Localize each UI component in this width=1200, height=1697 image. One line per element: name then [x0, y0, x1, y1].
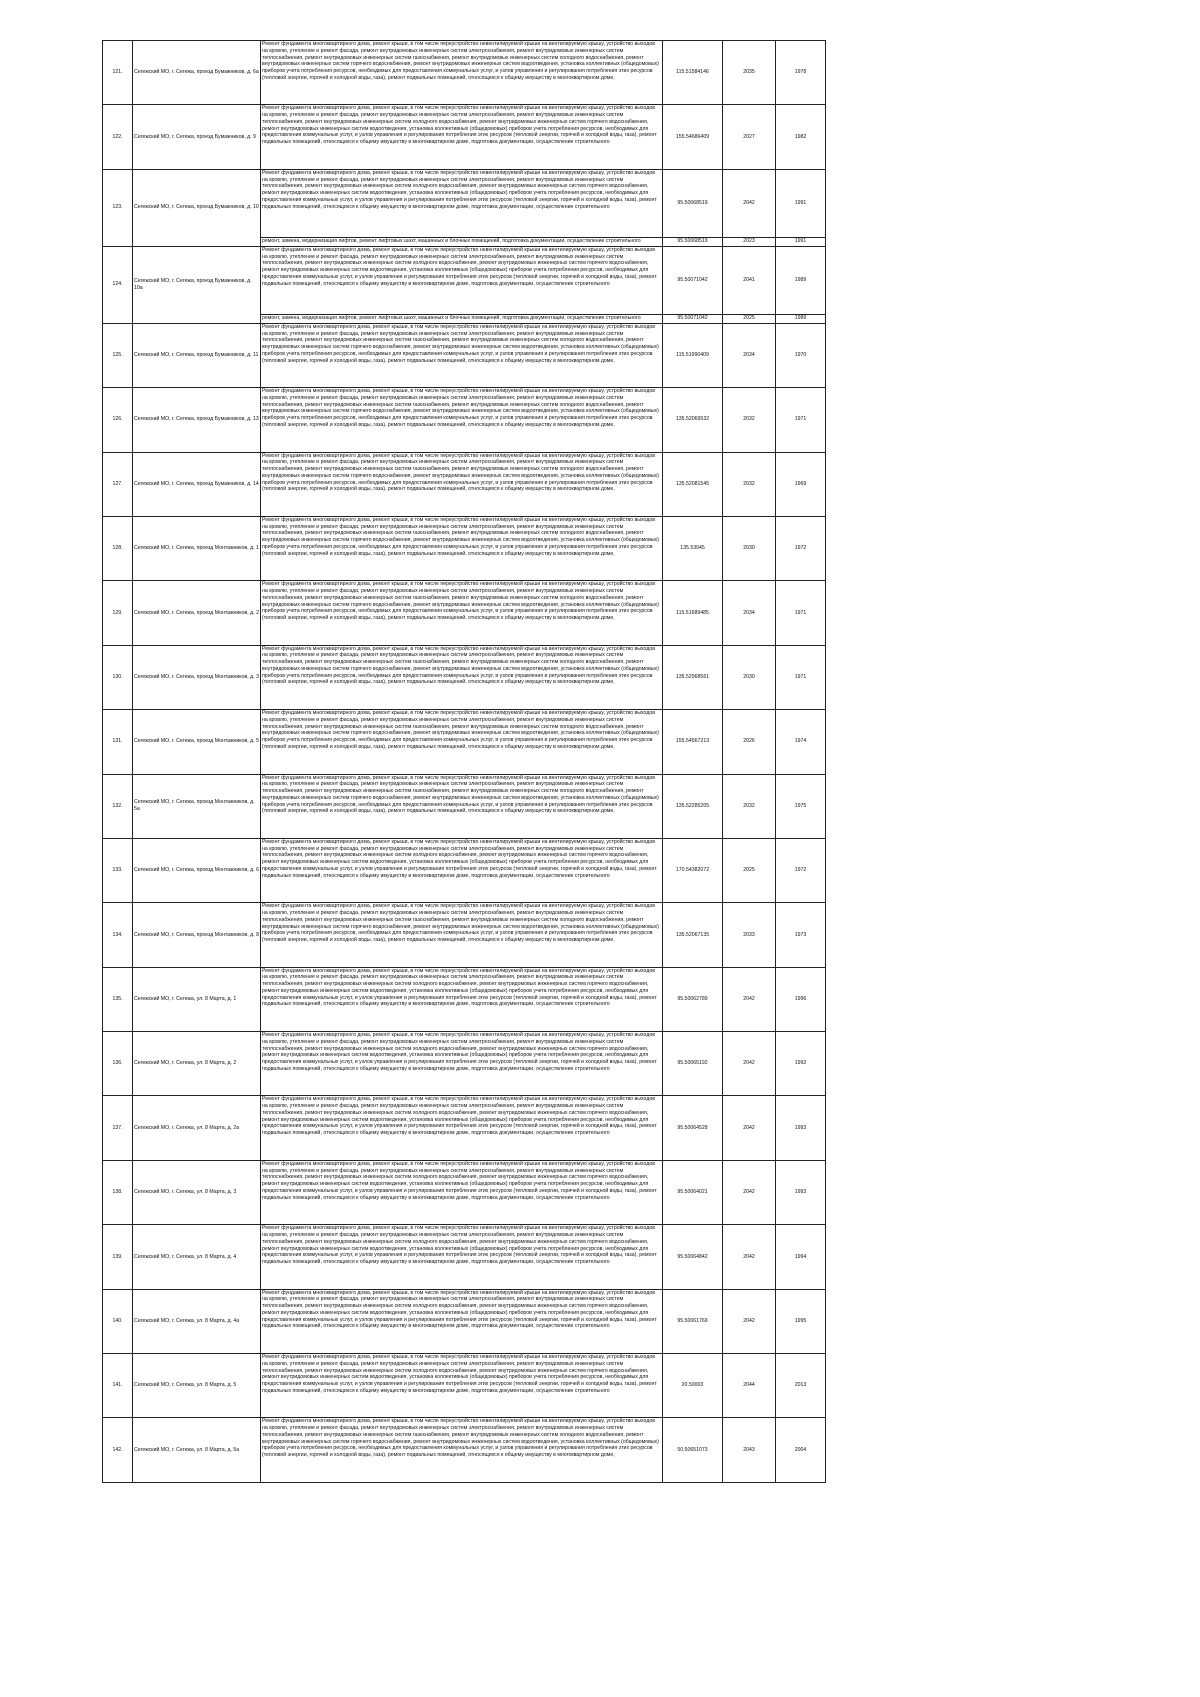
works-text: Ремонт фундамента многоквартирного дома, ремонт крыши, в том числе переустройство невентилируемой крыши на вентилируемую крышу, устройство выходов на кровлю, утепление и ремонт фасада, ремонт внутридомовых инженерных систем электроснабжения, ремонт внутридомовых инженерных систем теплоснабжения, ремонт внутридомовых инженерных систем холодного водоснабжения, ремонт внутридомовых инженерных систем горячего водоснабжения, ремонт внутридомовых инженерных систем водоотведения, установка коллективных (общедомовых) приборов учета потребления ресурсов, необходимых для предоставления коммунальных услуг, и узлов управления и регулирования потребления этих ресурсов (тепловой энергии, горячей и холодной воды, газа), ремонт подвальных помещений, относящихся к общему имуществу в многоквартирном доме, подготовка документации, осуществление строительного	[262, 1225, 657, 1265]
cost-cell: 115.51584146	[663, 41, 723, 105]
table-row	[103, 1289, 826, 1353]
works-text: Ремонт фундамента многоквартирного дома, ремонт крыши, в том числе переустройство невентилируемой крыши на вентилируемую крышу, устройство выходов на кровлю, утепление и ремонт фасада, ремонт внутридомовых инженерных систем электроснабжения, ремонт внутридомовых инженерных систем теплоснабжения, ремонт внутридомовых инженерных систем газоснабжения, ремонт внутридомовых инженерных систем холодного водоснабжения, ремонт внутридомовых инженерных систем горячего водоснабжения, ремонт внутридомовых инженерных систем водоотведения, установка коллективных (общедомовых) приборов учета потребления ресурсов, необходимых для предоставления коммунальных услуг, и узлов управления и регулирования потребления этих ресурсов (тепловой энергии, горячей и холодной воды, газа), ремонт подвальных помещений, относящихся к общему имуществу в многоквартирном доме,	[262, 323, 659, 364]
works-text: Ремонт фундамента многоквартирного дома, ремонт крыши, в том числе переустройство невентилируемой крыши на вентилируемую крышу, устройство выходов на кровлю, утепление и ремонт фасада, ремонт внутридомовых инженерных систем электроснабжения, ремонт внутридомовых инженерных систем теплоснабжения, ремонт внутридомовых инженерных систем газоснабжения, ремонт внутридомовых инженерных систем холодного водоснабжения, ремонт внутридомовых инженерных систем горячего водоснабжения, ремонт внутридомовых инженерных систем водоотведения, установка коллективных (общедомовых) приборов учета потребления ресурсов, необходимых для предоставления коммунальных услуг, и узлов управления и регулирования потребления этих ресурсов (тепловой энергии, горячей и холодной воды, газа), ремонт подвальных помещений, относящихся к общему имуществу в многоквартирном доме,	[262, 388, 659, 428]
row-number: 141.	[103, 1354, 133, 1418]
works-text: Ремонт фундамента многоквартирного дома, ремонт крыши, в том числе переустройство невентилируемой крыши на вентилируемую крышу, устройство выходов на кровлю, утепление и ремонт фасада, ремонт внутридомовых инженерных систем электроснабжения, ремонт внутридомовых инженерных систем теплоснабжения, ремонт внутридомовых инженерных систем холодного водоснабжения, ремонт внутридомовых инженерных систем горячего водоснабжения, ремонт внутридомовых инженерных систем водоотведения, установка коллективных (общедомовых) приборов учета потребления ресурсов, необходимых для предоставления коммунальных услуг, и узлов управления и регулирования потребления этих ресурсов (тепловой энергии, горячей и холодной воды, газа), ремонт подвальных помещений, относящихся к общему имуществу в многоквартирном доме, подготовка документации, осуществление строительного	[262, 1160, 657, 1201]
built-year-cell: 1972	[776, 838, 826, 902]
table-row	[103, 1032, 826, 1096]
cost-cell: 135.52968561	[663, 645, 723, 709]
works-cell	[261, 1418, 663, 1482]
planned-year-cell: 2023	[723, 237, 776, 246]
address-cell: Сегежский МО, г. Сегежа, проезд Монтажников, д. 1	[133, 516, 261, 580]
built-year-cell: 1994	[776, 1225, 826, 1289]
capital-repair-table	[102, 40, 826, 1483]
cost-cell: 50.50651073	[663, 1418, 723, 1482]
works-cell	[261, 774, 663, 838]
planned-year-cell: 2034	[723, 581, 776, 645]
works-cell	[261, 41, 663, 105]
table-row	[103, 1354, 826, 1418]
row-number: 139.	[103, 1225, 133, 1289]
built-year-cell: 2013	[776, 1354, 826, 1418]
built-year-cell: 2004	[776, 1418, 826, 1482]
table-row	[103, 1418, 826, 1482]
planned-year-cell: 2032	[723, 774, 776, 838]
cost-cell: 95.50064842	[663, 1225, 723, 1289]
works-text: Ремонт фундамента многоквартирного дома, ремонт крыши, в том числе переустройство невентилируемой крыши на вентилируемую крышу, устройство выходов на кровлю, утепление и ремонт фасада, ремонт внутридомовых инженерных систем электроснабжения, ремонт внутридомовых инженерных систем теплоснабжения, ремонт внутридомовых инженерных систем холодного водоснабжения, ремонт внутридомовых инженерных систем горячего водоснабжения, ремонт внутридомовых инженерных систем водоотведения, установка коллективных (общедомовых) приборов учета потребления ресурсов, необходимых для предоставления коммунальных услуг, и узлов управления и регулирования потребления этих ресурсов (тепловой энергии, горячей и холодной воды, газа), ремонт подвальных помещений, относящихся к общему имуществу в многоквартирном доме, подготовка документации, осуществление строительного	[262, 1032, 657, 1072]
row-number: 128.	[103, 516, 133, 580]
planned-year-cell: 2044	[723, 1354, 776, 1418]
planned-year-cell: 2030	[723, 645, 776, 709]
planned-year-cell: 2033	[723, 903, 776, 967]
table-row	[103, 903, 826, 967]
works-text: Ремонт фундамента многоквартирного дома, ремонт крыши, в том числе переустройство невентилируемой крыши на вентилируемую крышу, устройство выходов на кровлю, утепление и ремонт фасада, ремонт внутридомовых инженерных систем электроснабжения, ремонт внутридомовых инженерных систем теплоснабжения, ремонт внутридомовых инженерных систем газоснабжения, ремонт внутридомовых инженерных систем холодного водоснабжения, ремонт внутридомовых инженерных систем горячего водоснабжения, ремонт внутридомовых инженерных систем водоотведения, установка коллективных (общедомовых) приборов учета потребления ресурсов, необходимых для предоставления коммунальных услуг, и узлов управления и регулирования потребления этих ресурсов (тепловой энергии, горячей и холодной воды, газа), ремонт подвальных помещений, относящихся к общему имуществу в многоквартирном доме,	[262, 452, 659, 493]
cost-cell: 135.52067135	[663, 903, 723, 967]
works-cell	[261, 169, 663, 237]
works-cell	[261, 903, 663, 967]
cost-cell: 20.50003	[663, 1354, 723, 1418]
works-text: Ремонт фундамента многоквартирного дома, ремонт крыши, в том числе переустройство невентилируемой крыши на вентилируемую крышу, устройство выходов на кровлю, утепление и ремонт фасада, ремонт внутридомовых инженерных систем электроснабжения, ремонт внутридомовых инженерных систем теплоснабжения, ремонт внутридомовых инженерных систем газоснабжения, ремонт внутридомовых инженерных систем холодного водоснабжения, ремонт внутридомовых инженерных систем горячего водоснабжения, ремонт внутридомовых инженерных систем водоотведения, установка коллективных (общедомовых) приборов учета потребления ресурсов, необходимых для предоставления коммунальных услуг, и узлов управления и регулирования потребления этих ресурсов (тепловой энергии, горячей и холодной воды, газа), ремонт подвальных помещений, относящихся к общему имуществу в многоквартирном доме,	[262, 516, 659, 557]
cost-cell: 170.54382072	[663, 838, 723, 902]
address-cell: Сегежский МО, г. Сегежа, ул. 8 Марта, д. 3	[133, 1160, 261, 1224]
planned-year-cell: 2027	[723, 105, 776, 169]
address-cell: Сегежский МО, г. Сегежа, проезд Монтажников, д. 6	[133, 838, 261, 902]
row-number: 121.	[103, 41, 133, 105]
cost-cell: 155.54686409	[663, 105, 723, 169]
works-cell	[261, 1225, 663, 1289]
built-year-cell: 1975	[776, 774, 826, 838]
table-row	[103, 105, 826, 169]
works-cell	[261, 237, 663, 246]
address-cell: Сегежский МО, г. Сегежа, проезд Монтажников, д. 5	[133, 710, 261, 774]
table-row	[103, 774, 826, 838]
planned-year-cell: 2034	[723, 323, 776, 387]
planned-year-cell: 2032	[723, 388, 776, 452]
row-number: 135.	[103, 967, 133, 1031]
planned-year-cell: 2025	[723, 838, 776, 902]
cost-cell: 95.50068519	[663, 169, 723, 237]
works-text: Ремонт фундамента многоквартирного дома, ремонт крыши, в том числе переустройство невентилируемой крыши на вентилируемую крышу, устройство выходов на кровлю, утепление и ремонт фасада, ремонт внутридомовых инженерных систем электроснабжения, ремонт внутридомовых инженерных систем теплоснабжения, ремонт внутридомовых инженерных систем холодного водоснабжения, ремонт внутридомовых инженерных систем горячего водоснабжения, ремонт внутридомовых инженерных систем водоотведения, установка коллективных (общедомовых) приборов учета потребления ресурсов, необходимых для предоставления коммунальных услуг, и узлов управления и регулирования потребления этих ресурсов (тепловой энергии, горячей и холодной воды, газа), ремонт подвальных помещений, относящихся к общему имуществу в многоквартирном доме, подготовка документации, осуществление строительного	[262, 169, 657, 210]
built-year-cell: 1993	[776, 1096, 826, 1160]
built-year-cell: 1991	[776, 169, 826, 237]
planned-year-cell: 2030	[723, 516, 776, 580]
built-year-cell: 1971	[776, 581, 826, 645]
table-row	[103, 645, 826, 709]
planned-year-cell: 2043	[723, 1418, 776, 1482]
works-text: Ремонт фундамента многоквартирного дома, ремонт крыши, в том числе переустройство невентилируемой крыши на вентилируемую крышу, устройство выходов на кровлю, утепление и ремонт фасада, ремонт внутридомовых инженерных систем электроснабжения, ремонт внутридомовых инженерных систем теплоснабжения, ремонт внутридомовых инженерных систем холодного водоснабжения, ремонт внутридомовых инженерных систем горячего водоснабжения, ремонт внутридомовых инженерных систем водоотведения, установка коллективных (общедомовых) приборов учета потребления ресурсов, необходимых для предоставления коммунальных услуг, и узлов управления и регулирования потребления этих ресурсов (тепловой энергии, горячей и холодной воды, газа), ремонт подвальных помещений, относящихся к общему имуществу в многоквартирном доме, подготовка документации, осуществление строительного	[262, 246, 657, 287]
works-cell	[261, 105, 663, 169]
built-year-cell: 1989	[776, 314, 826, 323]
works-cell	[261, 1289, 663, 1353]
planned-year-cell: 2032	[723, 452, 776, 516]
built-year-cell: 1993	[776, 1160, 826, 1224]
works-text: Ремонт фундамента многоквартирного дома, ремонт крыши, в том числе переустройство невентилируемой крыши на вентилируемую крышу, устройство выходов на кровлю, утепление и ремонт фасада, ремонт внутридомовых инженерных систем электроснабжения, ремонт внутридомовых инженерных систем теплоснабжения, ремонт внутридомовых инженерных систем газоснабжения, ремонт внутридомовых инженерных систем холодного водоснабжения, ремонт внутридомовых инженерных систем горячего водоснабжения, ремонт внутридомовых инженерных систем водоотведения, установка коллективных (общедомовых) приборов учета потребления ресурсов, необходимых для предоставления коммунальных услуг, и узлов управления и регулирования потребления этих ресурсов (тепловой энергии, горячей и холодной воды, газа), ремонт подвальных помещений, относящихся к общему имуществу в многоквартирном доме,	[262, 41, 659, 81]
address-cell: Сегежский МО, г. Сегежа, ул. 8 Марта, д. 4	[133, 1225, 261, 1289]
table-row	[103, 169, 826, 237]
row-number: 132.	[103, 774, 133, 838]
table-row	[103, 967, 826, 1031]
cost-cell: 95.50061769	[663, 1289, 723, 1353]
table-body	[103, 41, 826, 1483]
row-number: 137.	[103, 1096, 133, 1160]
built-year-cell: 1972	[776, 516, 826, 580]
row-number: 123.	[103, 169, 133, 246]
row-number: 124.	[103, 246, 133, 323]
cost-cell: 95.50064528	[663, 1096, 723, 1160]
table-row	[103, 323, 826, 387]
table-row	[103, 1160, 826, 1224]
works-cell	[261, 388, 663, 452]
address-cell: Сегежский МО, г. Сегежа, ул. 8 Марта, д. 1	[133, 967, 261, 1031]
built-year-cell: 1971	[776, 645, 826, 709]
row-number: 140.	[103, 1289, 133, 1353]
works-text: Ремонт фундамента многоквартирного дома, ремонт крыши, в том числе переустройство невентилируемой крыши на вентилируемую крышу, устройство выходов на кровлю, утепление и ремонт фасада, ремонт внутридомовых инженерных систем электроснабжения, ремонт внутридомовых инженерных систем теплоснабжения, ремонт внутридомовых инженерных систем холодного водоснабжения, ремонт внутридомовых инженерных систем горячего водоснабжения, ремонт внутридомовых инженерных систем водоотведения, установка коллективных (общедомовых) приборов учета потребления ресурсов, необходимых для предоставления коммунальных услуг, и узлов управления и регулирования потребления этих ресурсов (тепловой энергии, горячей и холодной воды, газа), ремонт подвальных помещений, относящихся к общему имуществу в многоквартирном доме, подготовка документации, осуществление строительного	[262, 1354, 657, 1394]
table-row	[103, 1225, 826, 1289]
planned-year-cell: 2042	[723, 1160, 776, 1224]
planned-year-cell: 2035	[723, 41, 776, 105]
cost-cell: 95.50071042	[663, 246, 723, 314]
row-number: 133.	[103, 838, 133, 902]
row-number: 125.	[103, 323, 133, 387]
cost-cell: 95.50071042	[663, 314, 723, 323]
planned-year-cell: 2025	[723, 314, 776, 323]
address-cell: Сегежский МО, г. Сегежа, проезд Монтажников, д. 8	[133, 903, 261, 967]
works-cell	[261, 967, 663, 1031]
planned-year-cell: 2042	[723, 1289, 776, 1353]
cost-cell: 115.51990409	[663, 323, 723, 387]
works-text: Ремонт фундамента многоквартирного дома, ремонт крыши, в том числе переустройство невентилируемой крыши на вентилируемую крышу, устройство выходов на кровлю, утепление и ремонт фасада, ремонт внутридомовых инженерных систем электроснабжения, ремонт внутридомовых инженерных систем теплоснабжения, ремонт внутридомовых инженерных систем газоснабжения, ремонт внутридомовых инженерных систем холодного водоснабжения, ремонт внутридомовых инженерных систем горячего водоснабжения, ремонт внутридомовых инженерных систем водоотведения, установка коллективных (общедомовых) приборов учета потребления ресурсов, необходимых для предоставления коммунальных услуг, и узлов управления и регулирования потребления этих ресурсов (тепловой энергии, горячей и холодной воды, газа), ремонт подвальных помещений, относящихся к общему имуществу в многоквартирном доме,	[262, 1418, 659, 1459]
address-cell: Сегежский МО, г. Сегежа, проезд Бумажников, д. 11	[133, 323, 261, 387]
address-cell: Сегежский МО, г. Сегежа, проезд Бумажников, д. 6а	[133, 41, 261, 105]
planned-year-cell: 2042	[723, 1032, 776, 1096]
works-text: Ремонт фундамента многоквартирного дома, ремонт крыши, в том числе переустройство невентилируемой крыши на вентилируемую крышу, устройство выходов на кровлю, утепление и ремонт фасада, ремонт внутридомовых инженерных систем электроснабжения, ремонт внутридомовых инженерных систем теплоснабжения, ремонт внутридомовых инженерных систем газоснабжения, ремонт внутридомовых инженерных систем холодного водоснабжения, ремонт внутридомовых инженерных систем горячего водоснабжения, ремонт внутридомовых инженерных систем водоотведения, установка коллективных (общедомовых) приборов учета потребления ресурсов, необходимых для предоставления коммунальных услуг, и узлов управления и регулирования потребления этих ресурсов (тепловой энергии, горячей и холодной воды, газа), ремонт подвальных помещений, относящихся к общему имуществу в многоквартирном доме,	[262, 645, 659, 686]
row-number: 142.	[103, 1418, 133, 1482]
works-text: Ремонт фундамента многоквартирного дома, ремонт крыши, в том числе переустройство невентилируемой крыши на вентилируемую крышу, устройство выходов на кровлю, утепление и ремонт фасада, ремонт внутридомовых инженерных систем электроснабжения, ремонт внутридомовых инженерных систем теплоснабжения, ремонт внутридомовых инженерных систем холодного водоснабжения, ремонт внутридомовых инженерных систем горячего водоснабжения, ремонт внутридомовых инженерных систем водоотведения, установка коллективных (общедомовых) приборов учета потребления ресурсов, необходимых для предоставления коммунальных услуг, и узлов управления и регулирования потребления этих ресурсов (тепловой энергии, горячей и холодной воды, газа), ремонт подвальных помещений, относящихся к общему имуществу в многоквартирном доме, подготовка документации, осуществление строительного	[262, 967, 657, 1008]
cost-cell: 95.50068519	[663, 237, 723, 246]
works-cell	[261, 645, 663, 709]
planned-year-cell: 2041	[723, 246, 776, 314]
table-row	[103, 710, 826, 774]
cost-cell: 95.50065192	[663, 1032, 723, 1096]
built-year-cell: 1992	[776, 1032, 826, 1096]
works-cell	[261, 581, 663, 645]
row-number: 138.	[103, 1160, 133, 1224]
table-row	[103, 388, 826, 452]
row-number: 136.	[103, 1032, 133, 1096]
works-cell	[261, 246, 663, 314]
table-row	[103, 1096, 826, 1160]
row-number: 129.	[103, 581, 133, 645]
works-text: Ремонт фундамента многоквартирного дома, ремонт крыши, в том числе переустройство невентилируемой крыши на вентилируемую крышу, устройство выходов на кровлю, утепление и ремонт фасада, ремонт внутридомовых инженерных систем электроснабжения, ремонт внутридомовых инженерных систем теплоснабжения, ремонт внутридомовых инженерных систем газоснабжения, ремонт внутридомовых инженерных систем холодного водоснабжения, ремонт внутридомовых инженерных систем горячего водоснабжения, ремонт внутридомовых инженерных систем водоотведения, установка коллективных (общедомовых) приборов учета потребления ресурсов, необходимых для предоставления коммунальных услуг, и узлов управления и регулирования потребления этих ресурсов (тепловой энергии, горячей и холодной воды, газа), ремонт подвальных помещений, относящихся к общему имуществу в многоквартирном доме,	[262, 581, 659, 622]
planned-year-cell: 2042	[723, 1225, 776, 1289]
works-cell	[261, 314, 663, 323]
works-text: ремонт, замена, модернизация лифтов, ремонт лифтовых шахт, машинных и блочных помещений, подготовка документации, осуществление строительного	[262, 314, 641, 321]
cost-cell: 135.52081545	[663, 452, 723, 516]
planned-year-cell: 2042	[723, 169, 776, 237]
works-text: ремонт, замена, модернизация лифтов, ремонт лифтовых шахт, машинных и блочных помещений, подготовка документации, осуществление строительного	[262, 237, 641, 244]
built-year-cell: 1970	[776, 323, 826, 387]
planned-year-cell: 2042	[723, 967, 776, 1031]
works-text: Ремонт фундамента многоквартирного дома, ремонт крыши, в том числе переустройство невентилируемой крыши на вентилируемую крышу, устройство выходов на кровлю, утепление и ремонт фасада, ремонт внутридомовых инженерных систем электроснабжения, ремонт внутридомовых инженерных систем теплоснабжения, ремонт внутридомовых инженерных систем холодного водоснабжения, ремонт внутридомовых инженерных систем горячего водоснабжения, ремонт внутридомовых инженерных систем водоотведения, установка коллективных (общедомовых) приборов учета потребления ресурсов, необходимых для предоставления коммунальных услуг, и узлов управления и регулирования потребления этих ресурсов (тепловой энергии, горячей и холодной воды, газа), ремонт подвальных помещений, относящихся к общему имуществу в многоквартирном доме, подготовка документации, осуществление строительного	[262, 1096, 657, 1137]
works-cell	[261, 452, 663, 516]
cost-cell: 155.54567213	[663, 710, 723, 774]
row-number: 122.	[103, 105, 133, 169]
planned-year-cell: 2042	[723, 1096, 776, 1160]
table-row	[103, 41, 826, 105]
table-row	[103, 581, 826, 645]
works-cell	[261, 1032, 663, 1096]
cost-cell: 115.51689485	[663, 581, 723, 645]
address-cell: Сегежский МО, г. Сегежа, ул. 8 Марта, д. 5	[133, 1354, 261, 1418]
row-number: 126.	[103, 388, 133, 452]
cost-cell: 135.53045	[663, 516, 723, 580]
row-number: 134.	[103, 903, 133, 967]
address-cell: Сегежский МО, г. Сегежа, проезд Бумажников, д. 10а	[133, 246, 261, 323]
built-year-cell: 1991	[776, 237, 826, 246]
built-year-cell: 1989	[776, 246, 826, 314]
works-cell	[261, 710, 663, 774]
table-row	[103, 452, 826, 516]
works-text: Ремонт фундамента многоквартирного дома, ремонт крыши, в том числе переустройство невентилируемой крыши на вентилируемую крышу, устройство выходов на кровлю, утепление и ремонт фасада, ремонт внутридомовых инженерных систем электроснабжения, ремонт внутридомовых инженерных систем теплоснабжения, ремонт внутридомовых инженерных систем холодного водоснабжения, ремонт внутридомовых инженерных систем горячего водоснабжения, ремонт внутридомовых инженерных систем водоотведения, установка коллективных (общедомовых) приборов учета потребления ресурсов, необходимых для предоставления коммунальных услуг, и узлов управления и регулирования потребления этих ресурсов (тепловой энергии, горячей и холодной воды, газа), ремонт подвальных помещений, относящихся к общему имуществу в многоквартирном доме, подготовка документации, осуществление строительного	[262, 105, 657, 146]
cost-cell: 95.50062789	[663, 967, 723, 1031]
address-cell: Сегежский МО, г. Сегежа, проезд Бумажников, д. 10	[133, 169, 261, 246]
works-text: Ремонт фундамента многоквартирного дома, ремонт крыши, в том числе переустройство невентилируемой крыши на вентилируемую крышу, устройство выходов на кровлю, утепление и ремонт фасада, ремонт внутридомовых инженерных систем электроснабжения, ремонт внутридомовых инженерных систем теплоснабжения, ремонт внутридомовых инженерных систем газоснабжения, ремонт внутридомовых инженерных систем холодного водоснабжения, ремонт внутридомовых инженерных систем горячего водоснабжения, ремонт внутридомовых инженерных систем водоотведения, установка коллективных (общедомовых) приборов учета потребления ресурсов, необходимых для предоставления коммунальных услуг, и узлов управления и регулирования потребления этих ресурсов (тепловой энергии, горячей и холодной воды, газа), ремонт подвальных помещений, относящихся к общему имуществу в многоквартирном доме,	[262, 903, 659, 944]
works-cell	[261, 838, 663, 902]
table-row	[103, 516, 826, 580]
works-cell	[261, 516, 663, 580]
works-text: Ремонт фундамента многоквартирного дома, ремонт крыши, в том числе переустройство невентилируемой крыши на вентилируемую крышу, устройство выходов на кровлю, утепление и ремонт фасада, ремонт внутридомовых инженерных систем электроснабжения, ремонт внутридомовых инженерных систем теплоснабжения, ремонт внутридомовых инженерных систем холодного водоснабжения, ремонт внутридомовых инженерных систем горячего водоснабжения, ремонт внутридомовых инженерных систем водоотведения, установка коллективных (общедомовых) приборов учета потребления ресурсов, необходимых для предоставления коммунальных услуг, и узлов управления и регулирования потребления этих ресурсов (тепловой энергии, горячей и холодной воды, газа), ремонт подвальных помещений, относящихся к общему имуществу в многоквартирном доме, подготовка документации, осуществление строительного	[262, 838, 657, 879]
built-year-cell: 1969	[776, 452, 826, 516]
works-text: Ремонт фундамента многоквартирного дома, ремонт крыши, в том числе переустройство невентилируемой крыши на вентилируемую крышу, устройство выходов на кровлю, утепление и ремонт фасада, ремонт внутридомовых инженерных систем электроснабжения, ремонт внутридомовых инженерных систем теплоснабжения, ремонт внутридомовых инженерных систем газоснабжения, ремонт внутридомовых инженерных систем холодного водоснабжения, ремонт внутридомовых инженерных систем горячего водоснабжения, ремонт внутридомовых инженерных систем водоотведения, установка коллективных (общедомовых) приборов учета потребления ресурсов, необходимых для предоставления коммунальных услуг, и узлов управления и регулирования потребления этих ресурсов (тепловой энергии, горячей и холодной воды, газа), ремонт подвальных помещений, относящихся к общему имуществу в многоквартирном доме,	[262, 774, 659, 815]
address-cell: Сегежский МО, г. Сегежа, проезд Бумажников, д. 13	[133, 388, 261, 452]
table-row	[103, 246, 826, 314]
row-number: 130.	[103, 645, 133, 709]
built-year-cell: 1995	[776, 1289, 826, 1353]
built-year-cell: 1974	[776, 710, 826, 774]
built-year-cell: 1973	[776, 903, 826, 967]
works-cell	[261, 323, 663, 387]
built-year-cell: 1971	[776, 388, 826, 452]
planned-year-cell: 2026	[723, 710, 776, 774]
works-cell	[261, 1354, 663, 1418]
cost-cell: 135.52069532	[663, 388, 723, 452]
address-cell: Сегежский МО, г. Сегежа, ул. 8 Марта, д. 2а	[133, 1096, 261, 1160]
built-year-cell: 1978	[776, 41, 826, 105]
works-cell	[261, 1160, 663, 1224]
row-number: 131.	[103, 710, 133, 774]
address-cell: Сегежский МО, г. Сегежа, проезд Бумажников, д. 14	[133, 452, 261, 516]
built-year-cell: 1996	[776, 967, 826, 1031]
row-number: 127.	[103, 452, 133, 516]
works-cell	[261, 1096, 663, 1160]
address-cell: Сегежский МО, г. Сегежа, ул. 8 Марта, д. 2	[133, 1032, 261, 1096]
address-cell: Сегежский МО, г. Сегежа, проезд Монтажников, д. 2	[133, 581, 261, 645]
works-text: Ремонт фундамента многоквартирного дома, ремонт крыши, в том числе переустройство невентилируемой крыши на вентилируемую крышу, устройство выходов на кровлю, утепление и ремонт фасада, ремонт внутридомовых инженерных систем электроснабжения, ремонт внутридомовых инженерных систем теплоснабжения, ремонт внутридомовых инженерных систем холодного водоснабжения, ремонт внутридомовых инженерных систем горячего водоснабжения, ремонт внутридомовых инженерных систем водоотведения, установка коллективных (общедомовых) приборов учета потребления ресурсов, необходимых для предоставления коммунальных услуг, и узлов управления и регулирования потребления этих ресурсов (тепловой энергии, горячей и холодной воды, газа), ремонт подвальных помещений, относящихся к общему имуществу в многоквартирном доме, подготовка документации, осуществление строительного	[262, 1289, 657, 1330]
table-row	[103, 838, 826, 902]
address-cell: Сегежский МО, г. Сегежа, ул. 8 Марта, д. 5а	[133, 1418, 261, 1482]
address-cell: Сегежский МО, г. Сегежа, проезд Монтажников, д. 3	[133, 645, 261, 709]
cost-cell: 95.50064021	[663, 1160, 723, 1224]
address-cell: Сегежский МО, г. Сегежа, ул. 8 Марта, д. 4а	[133, 1289, 261, 1353]
works-text: Ремонт фундамента многоквартирного дома, ремонт крыши, в том числе переустройство невентилируемой крыши на вентилируемую крышу, устройство выходов на кровлю, утепление и ремонт фасада, ремонт внутридомовых инженерных систем электроснабжения, ремонт внутридомовых инженерных систем теплоснабжения, ремонт внутридомовых инженерных систем газоснабжения, ремонт внутридомовых инженерных систем холодного водоснабжения, ремонт внутридомовых инженерных систем горячего водоснабжения, ремонт внутридомовых инженерных систем водоотведения, установка коллективных (общедомовых) приборов учета потребления ресурсов, необходимых для предоставления коммунальных услуг, и узлов управления и регулирования потребления этих ресурсов (тепловой энергии, горячей и холодной воды, газа), ремонт подвальных помещений, относящихся к общему имуществу в многоквартирном доме,	[262, 710, 659, 750]
built-year-cell: 1982	[776, 105, 826, 169]
address-cell: Сегежский МО, г. Сегежа, проезд Монтажников, д. 5а	[133, 774, 261, 838]
cost-cell: 135.52285205	[663, 774, 723, 838]
address-cell: Сегежский МО, г. Сегежа, проезд Бумажников, д. 9	[133, 105, 261, 169]
